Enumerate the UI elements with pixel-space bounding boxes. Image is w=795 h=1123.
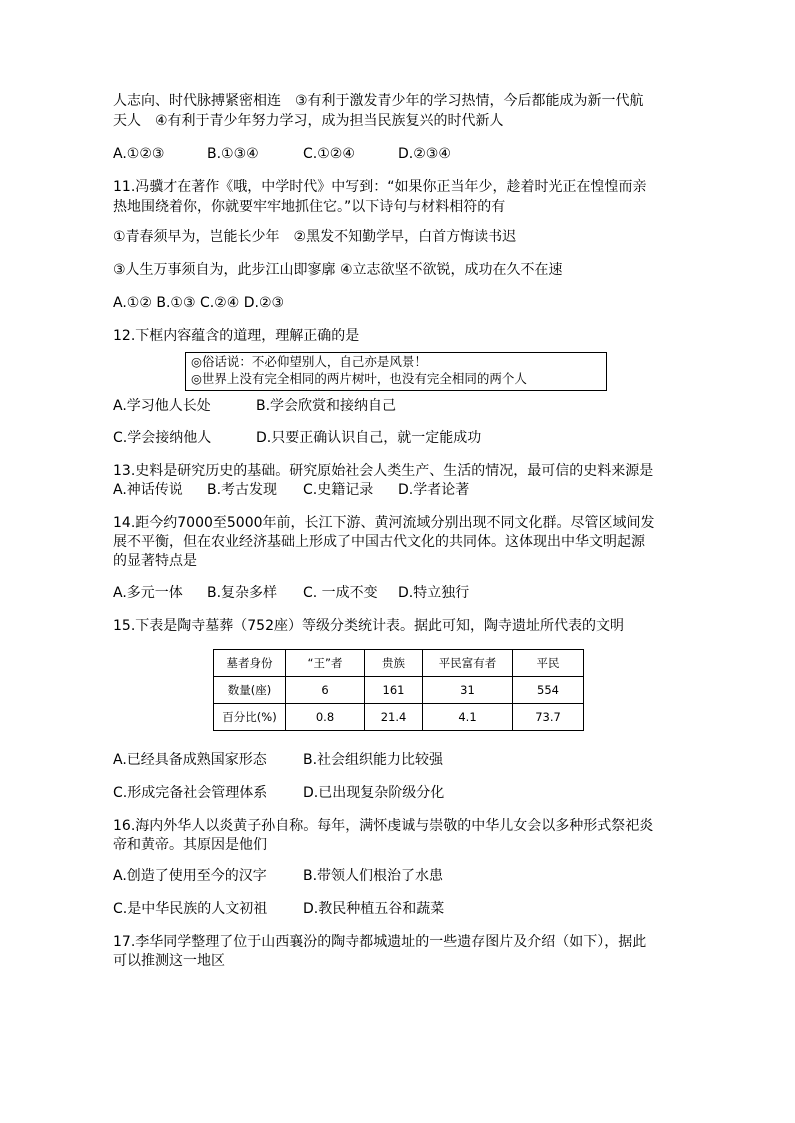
table-header-cell: 墓者身份 [214,650,286,677]
q14-option-d[interactable]: D.特立独行 [398,585,470,601]
q12-box-line2: ◎世界上没有完全相同的两片树叶，也没有完全相同的两个人 [191,371,527,386]
table-row [214,677,584,704]
q10-continuation-line2: 天人 ④有利于青少年努力学习，成为担当民族复兴的时代新人 [113,113,504,129]
q10-option-d[interactable]: D.②③④ [398,146,451,162]
table-row [214,704,584,731]
q16-stem-line1: 16.海内外华人以炎黄子孙自称。每年，满怀虔诚与崇敬的中华儿女会以多种形式祭祀炎 [113,818,654,834]
q14-stem-line3: 的显著特点是 [113,553,197,569]
q15-option-a[interactable]: A.已经具备成熟国家形态 [113,752,267,768]
q12-option-b[interactable]: B.学会欣赏和接纳自己 [256,398,397,414]
q12-material-box [185,352,607,391]
q11-statements-line2: ③人生万事须自为，此步江山即寥廓 ④立志欲坚不欲锐，成功在久不在速 [113,262,563,278]
q17-stem-line2: 可以推测这一地区 [113,953,225,969]
table-cell: 161 [365,677,423,704]
table-header-cell: 平民 [513,650,584,677]
q11-stem-line2: 热地围绕着你，你就要牢牢地抓住它。”以下诗句与材料相符的有 [113,199,506,215]
table-header-cell: 贵族 [365,650,423,677]
table-header-cell: 平民富有者 [423,650,513,677]
q10-continuation-line1: 人志向、时代脉搏紧密相连 ③有利于激发青少年的学习热情，今后都能成为新一代航 [113,93,644,109]
table-header-row [214,650,584,677]
q10-option-a[interactable]: A.①②③ [113,146,165,162]
tomb-statistics-table [213,649,584,731]
q12-stem: 12.下框内容蕴含的道理，理解正确的是 [113,328,360,344]
table-cell: 73.7 [513,704,584,731]
table-cell: 0.8 [286,704,365,731]
q16-option-a[interactable]: A.创造了使用至今的汉字 [113,868,267,884]
q11-options[interactable]: A.①② B.①③ C.②④ D.②③ [113,295,285,311]
q13-option-b[interactable]: B.考古发现 [207,482,278,498]
q15-stem: 15.下表是陶寺墓葬（752座）等级分类统计表。据此可知，陶寺遗址所代表的文明 [113,618,624,634]
q10-option-b[interactable]: B.①③④ [207,146,259,162]
table-cell: 百分比(%) [214,704,286,731]
q11-statements-line1: ①青春须早为，岂能长少年 ②黑发不知勤学早，白首方悔读书迟 [113,229,517,245]
q15-option-d[interactable]: D.已出现复杂阶级分化 [303,785,445,801]
q17-stem-line1: 17.李华同学整理了位于山西襄汾的陶寺都城遗址的一些遗存图片及介绍（如下），据此 [113,934,647,950]
q11-stem-line1: 11.冯骥才在著作《哦，中学时代》中写到：“如果你正当年少，趁着时光正在惶惶而亲 [113,179,647,195]
q13-option-a[interactable]: A.神话传说 [113,482,183,498]
q13-option-d[interactable]: D.学者论著 [398,482,470,498]
table-header-cell: “王”者 [286,650,365,677]
q12-option-d[interactable]: D.只要正确认识自己，就一定能成功 [256,430,482,446]
q16-stem-line2: 帝和黄帝。其原因是他们 [113,837,267,853]
q14-option-a[interactable]: A.多元一体 [113,585,183,601]
q14-stem-line1: 14.距今约7000至5000年前，长江下游、黄河流域分别出现不同文化群。尽管区域间发 [113,515,655,531]
q14-option-b[interactable]: B.复杂多样 [207,585,278,601]
q16-option-c[interactable]: C.是中华民族的人文初祖 [113,901,268,917]
q15-option-b[interactable]: B.社会组织能力比较强 [303,752,444,768]
q12-option-c[interactable]: C.学会接纳他人 [113,430,212,446]
table-cell: 554 [513,677,584,704]
q13-option-c[interactable]: C.史籍记录 [303,482,374,498]
q12-box-line1: ◎俗话说：不必仰望别人，自己亦是风景！ [191,354,427,369]
q14-option-c[interactable]: C. 一成不变 [303,585,378,601]
q13-stem: 13.史料是研究历史的基础。研究原始社会人类生产、生活的情况，最可信的史料来源是 [113,463,654,479]
q10-option-c[interactable]: C.①②④ [303,146,355,162]
table-cell: 4.1 [423,704,513,731]
table-cell: 31 [423,677,513,704]
table-cell: 6 [286,677,365,704]
q12-option-a[interactable]: A.学习他人长处 [113,398,211,414]
table-cell: 21.4 [365,704,423,731]
q16-option-b[interactable]: B.带领人们根治了水患 [303,868,444,884]
q14-stem-line2: 展不平衡，但在农业经济基础上形成了中国古代文化的共同体。这体现出中华文明起源 [113,534,645,550]
table-cell: 数量(座) [214,677,286,704]
q15-option-c[interactable]: C.形成完备社会管理体系 [113,785,268,801]
q16-option-d[interactable]: D.教民种植五谷和蔬菜 [303,901,445,917]
